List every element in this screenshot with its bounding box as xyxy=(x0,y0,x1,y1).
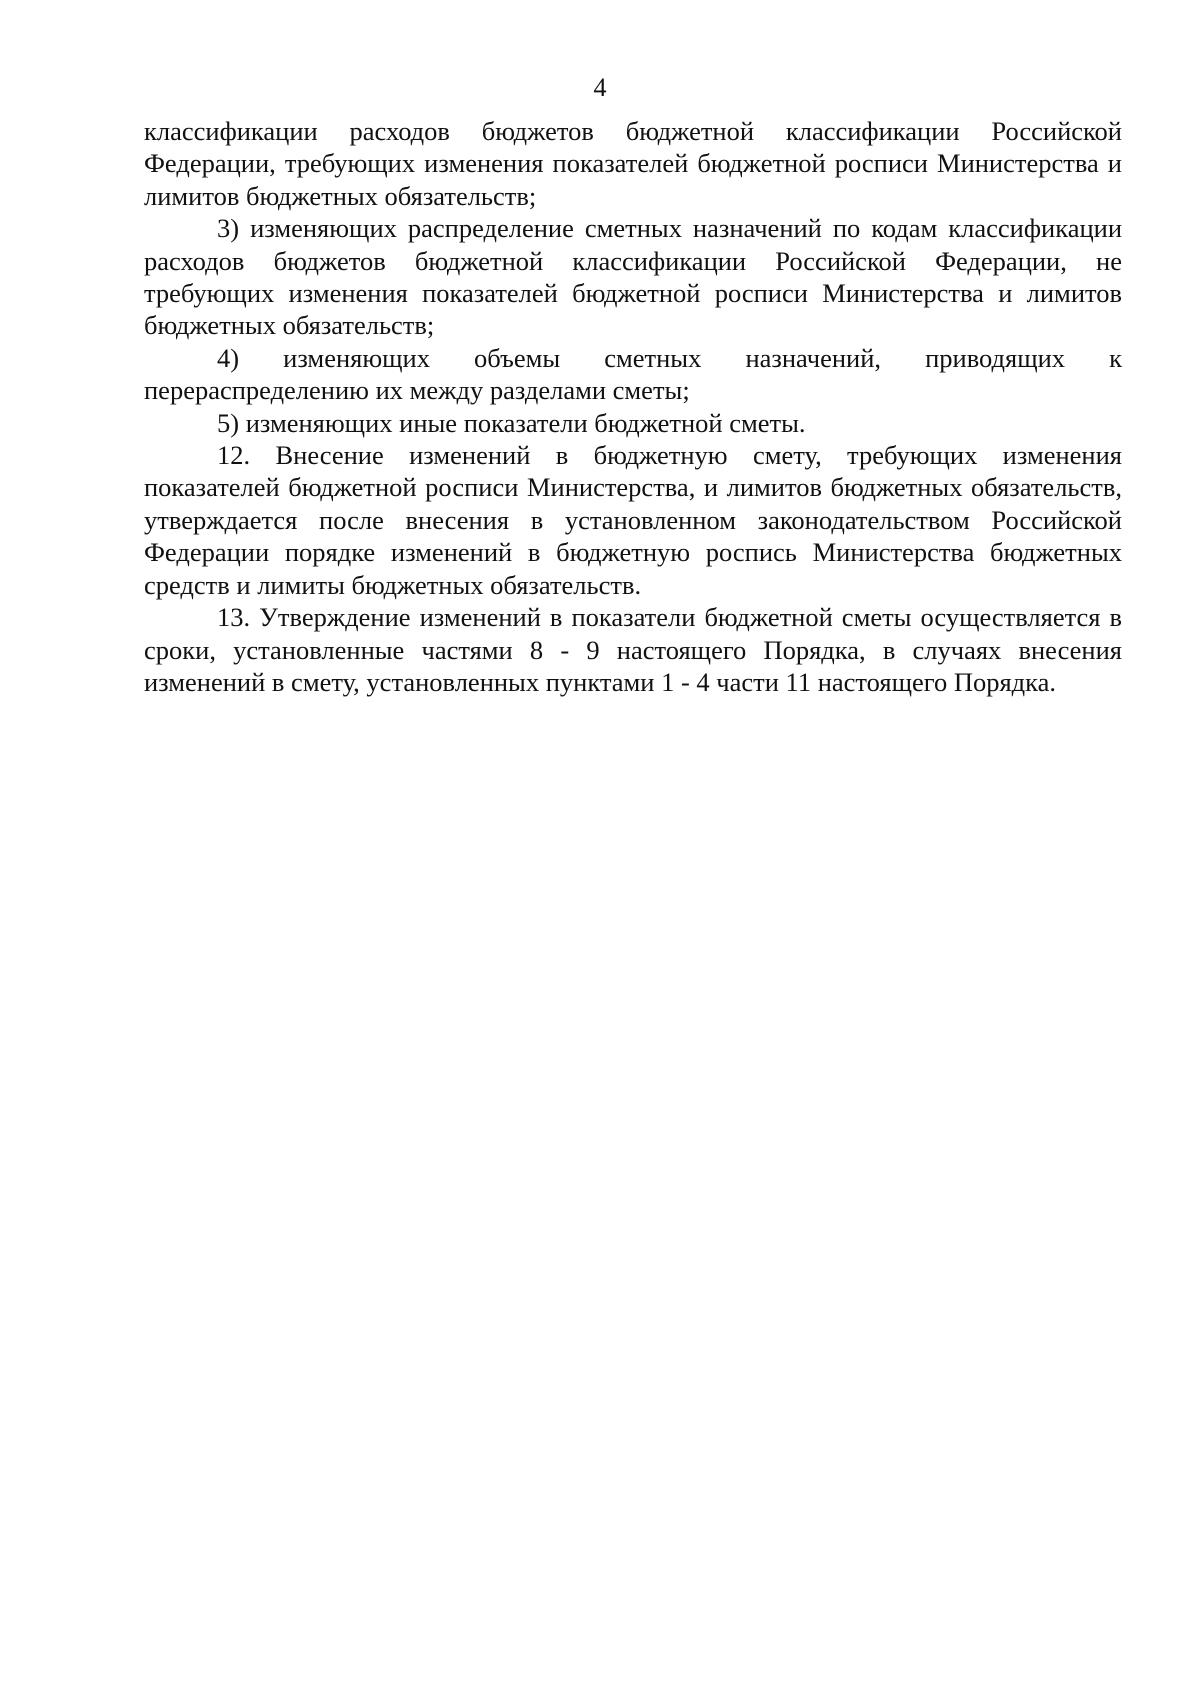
paragraph-item-4: 4) изменяющих объемы сметных назначений, приводящих к перераспределению их между разделами сметы; xyxy=(144,342,1122,406)
paragraph-item-5: 5) изменяющих иные показатели бюджетной сметы. xyxy=(217,407,806,438)
page-number: 4 xyxy=(593,73,607,102)
paragraph-continuation: классификации расходов бюджетов бюджетной классификации Российской Федерации, требующих изменения показателей бюджетной росписи Министерства и лимитов бюджетных обязательств; xyxy=(144,116,1122,211)
document-body xyxy=(144,115,1122,698)
paragraph-section-13: 13. Утверждение изменений в показатели бюджетной сметы осуществляется в сроки, установленные частями 8 - 9 настоящего Порядка, в случаях внесения изменений в смету, установленных пунктами 1 - 4 части 11 настоящего Порядка. xyxy=(144,602,1122,697)
paragraph-section-12: 12. Внесение изменений в бюджетную смету, требующих изменения показателей бюджетной росписи Министерства, и лимитов бюджетных обязательств, утверждается после внесения в установленном законодательством Российской Федерации порядке изменений в бюджетную роспись Министерства бюджетных средств и лимиты бюджетных обязательств. xyxy=(144,440,1122,600)
paragraph-item-3: 3) изменяющих распределение сметных назначений по кодам классификации расходов бюджетов бюджетной классификации Российской Федерации, не требующих изменения показателей бюджетной росписи Министерства и лимитов бюджетных обязательств; xyxy=(144,213,1122,341)
